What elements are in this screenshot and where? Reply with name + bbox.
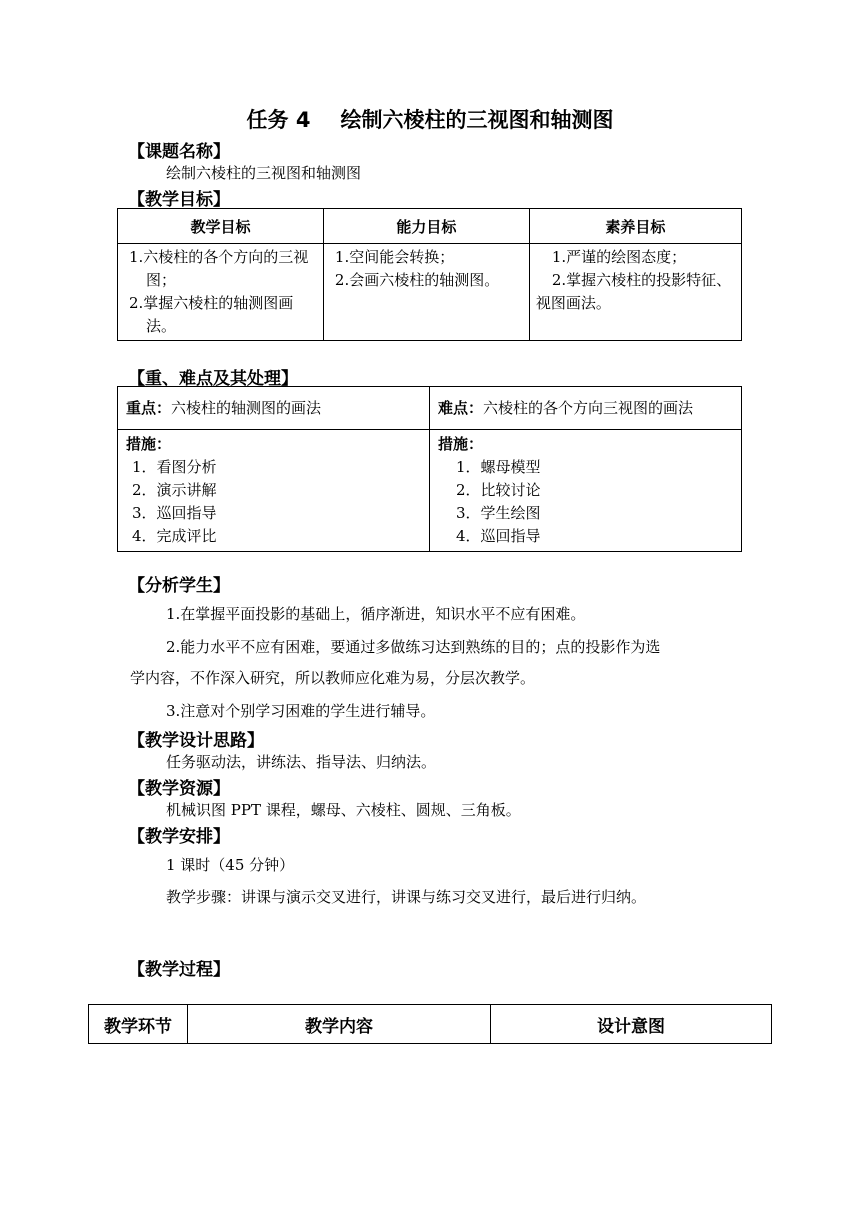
- key-point-label: 重点：: [126, 398, 172, 417]
- students-paragraph-2b: 学内容，不作深入研究，所以教师应化难为易，分层次教学。: [130, 669, 536, 687]
- key-point-text: 六棱柱的轴测图的画法: [171, 398, 322, 417]
- process-heading: 【教学过程】: [128, 960, 230, 980]
- list-item: 2.掌握六棱柱的轴测图画法。: [129, 294, 294, 335]
- list-item: 2.掌握六棱柱的投影特征、视图画法。: [535, 271, 732, 312]
- process-table: [88, 1004, 772, 1044]
- key-point-cell: [118, 387, 430, 430]
- task-number: 任务 4: [246, 108, 311, 132]
- process-header-intent: 设计意图: [491, 1005, 772, 1044]
- list-item: 2．比较讨论: [456, 481, 541, 499]
- design-heading: 【教学设计思路】: [128, 731, 264, 751]
- difficulty-cell: [430, 387, 742, 430]
- objectives-header-literacy: 素养目标: [529, 209, 741, 244]
- measures-label: 措施：: [126, 435, 172, 453]
- schedule-heading: 【教学安排】: [128, 827, 230, 847]
- page-title: [0, 104, 860, 134]
- list-item: 1.严谨的绘图态度；: [551, 248, 687, 266]
- objectives-header-ability: 能力目标: [323, 209, 529, 244]
- objectives-header-teaching: 教学目标: [118, 209, 324, 244]
- objectives-cell-literacy: [529, 244, 741, 341]
- objectives-cell-teaching: [118, 244, 324, 341]
- resources-heading: 【教学资源】: [128, 779, 230, 799]
- objectives-heading: 【教学目标】: [128, 190, 230, 210]
- students-paragraph-1: 1.在掌握平面投影的基础上，循序渐进，知识水平不应有困难。: [166, 605, 586, 623]
- diff-measures-cell: [430, 430, 742, 552]
- key-measures-cell: [118, 430, 430, 552]
- task-name: 绘制六棱柱的三视图和轴测图: [340, 108, 614, 132]
- process-header-stage: 教学环节: [89, 1005, 188, 1044]
- list-item: 1．看图分析: [132, 458, 217, 476]
- list-item: 4．巡回指导: [456, 527, 541, 545]
- list-item: 3．巡回指导: [132, 504, 217, 522]
- process-header-content: 教学内容: [188, 1005, 491, 1044]
- list-item: 1.六棱柱的各个方向的三视图；: [129, 248, 309, 289]
- lesson-name-heading: 【课题名称】: [128, 142, 230, 162]
- difficulty-label: 难点：: [438, 398, 484, 417]
- schedule-hours: 1 课时（45 分钟）: [166, 856, 295, 874]
- objectives-cell-ability: [323, 244, 529, 341]
- lesson-name-text: 绘制六棱柱的三视图和轴测图: [166, 164, 362, 182]
- list-item: 1.空间能会转换；: [334, 248, 455, 266]
- list-item: 2.会画六棱柱的轴测图。: [334, 271, 500, 289]
- measures-label: 措施：: [438, 435, 484, 453]
- students-heading: 【分析学生】: [128, 576, 230, 596]
- key-points-table: [117, 386, 742, 552]
- design-text: 任务驱动法，讲练法、指导法、归纳法。: [166, 753, 437, 771]
- resources-text: 机械识图 PPT 课程，螺母、六棱柱、圆规、三角板。: [166, 801, 521, 819]
- schedule-steps: 教学步骤：讲课与演示交叉进行，讲课与练习交叉进行，最后进行归纳。: [166, 888, 647, 906]
- students-paragraph-3: 3.注意对个别学习困难的学生进行辅导。: [166, 702, 436, 720]
- objectives-table: [117, 208, 742, 341]
- list-item: 1．螺母模型: [456, 458, 541, 476]
- students-paragraph-2a: 2.能力水平不应有困难，要通过多做练习达到熟练的目的；点的投影作为选: [166, 638, 661, 656]
- list-item: 2．演示讲解: [132, 481, 217, 499]
- difficulty-text: 六棱柱的各个方向三视图的画法: [483, 398, 694, 417]
- list-item: 3．学生绘图: [456, 504, 541, 522]
- key-points-heading: 【重、难点及其处理】: [128, 369, 298, 389]
- list-item: 4．完成评比: [132, 527, 217, 545]
